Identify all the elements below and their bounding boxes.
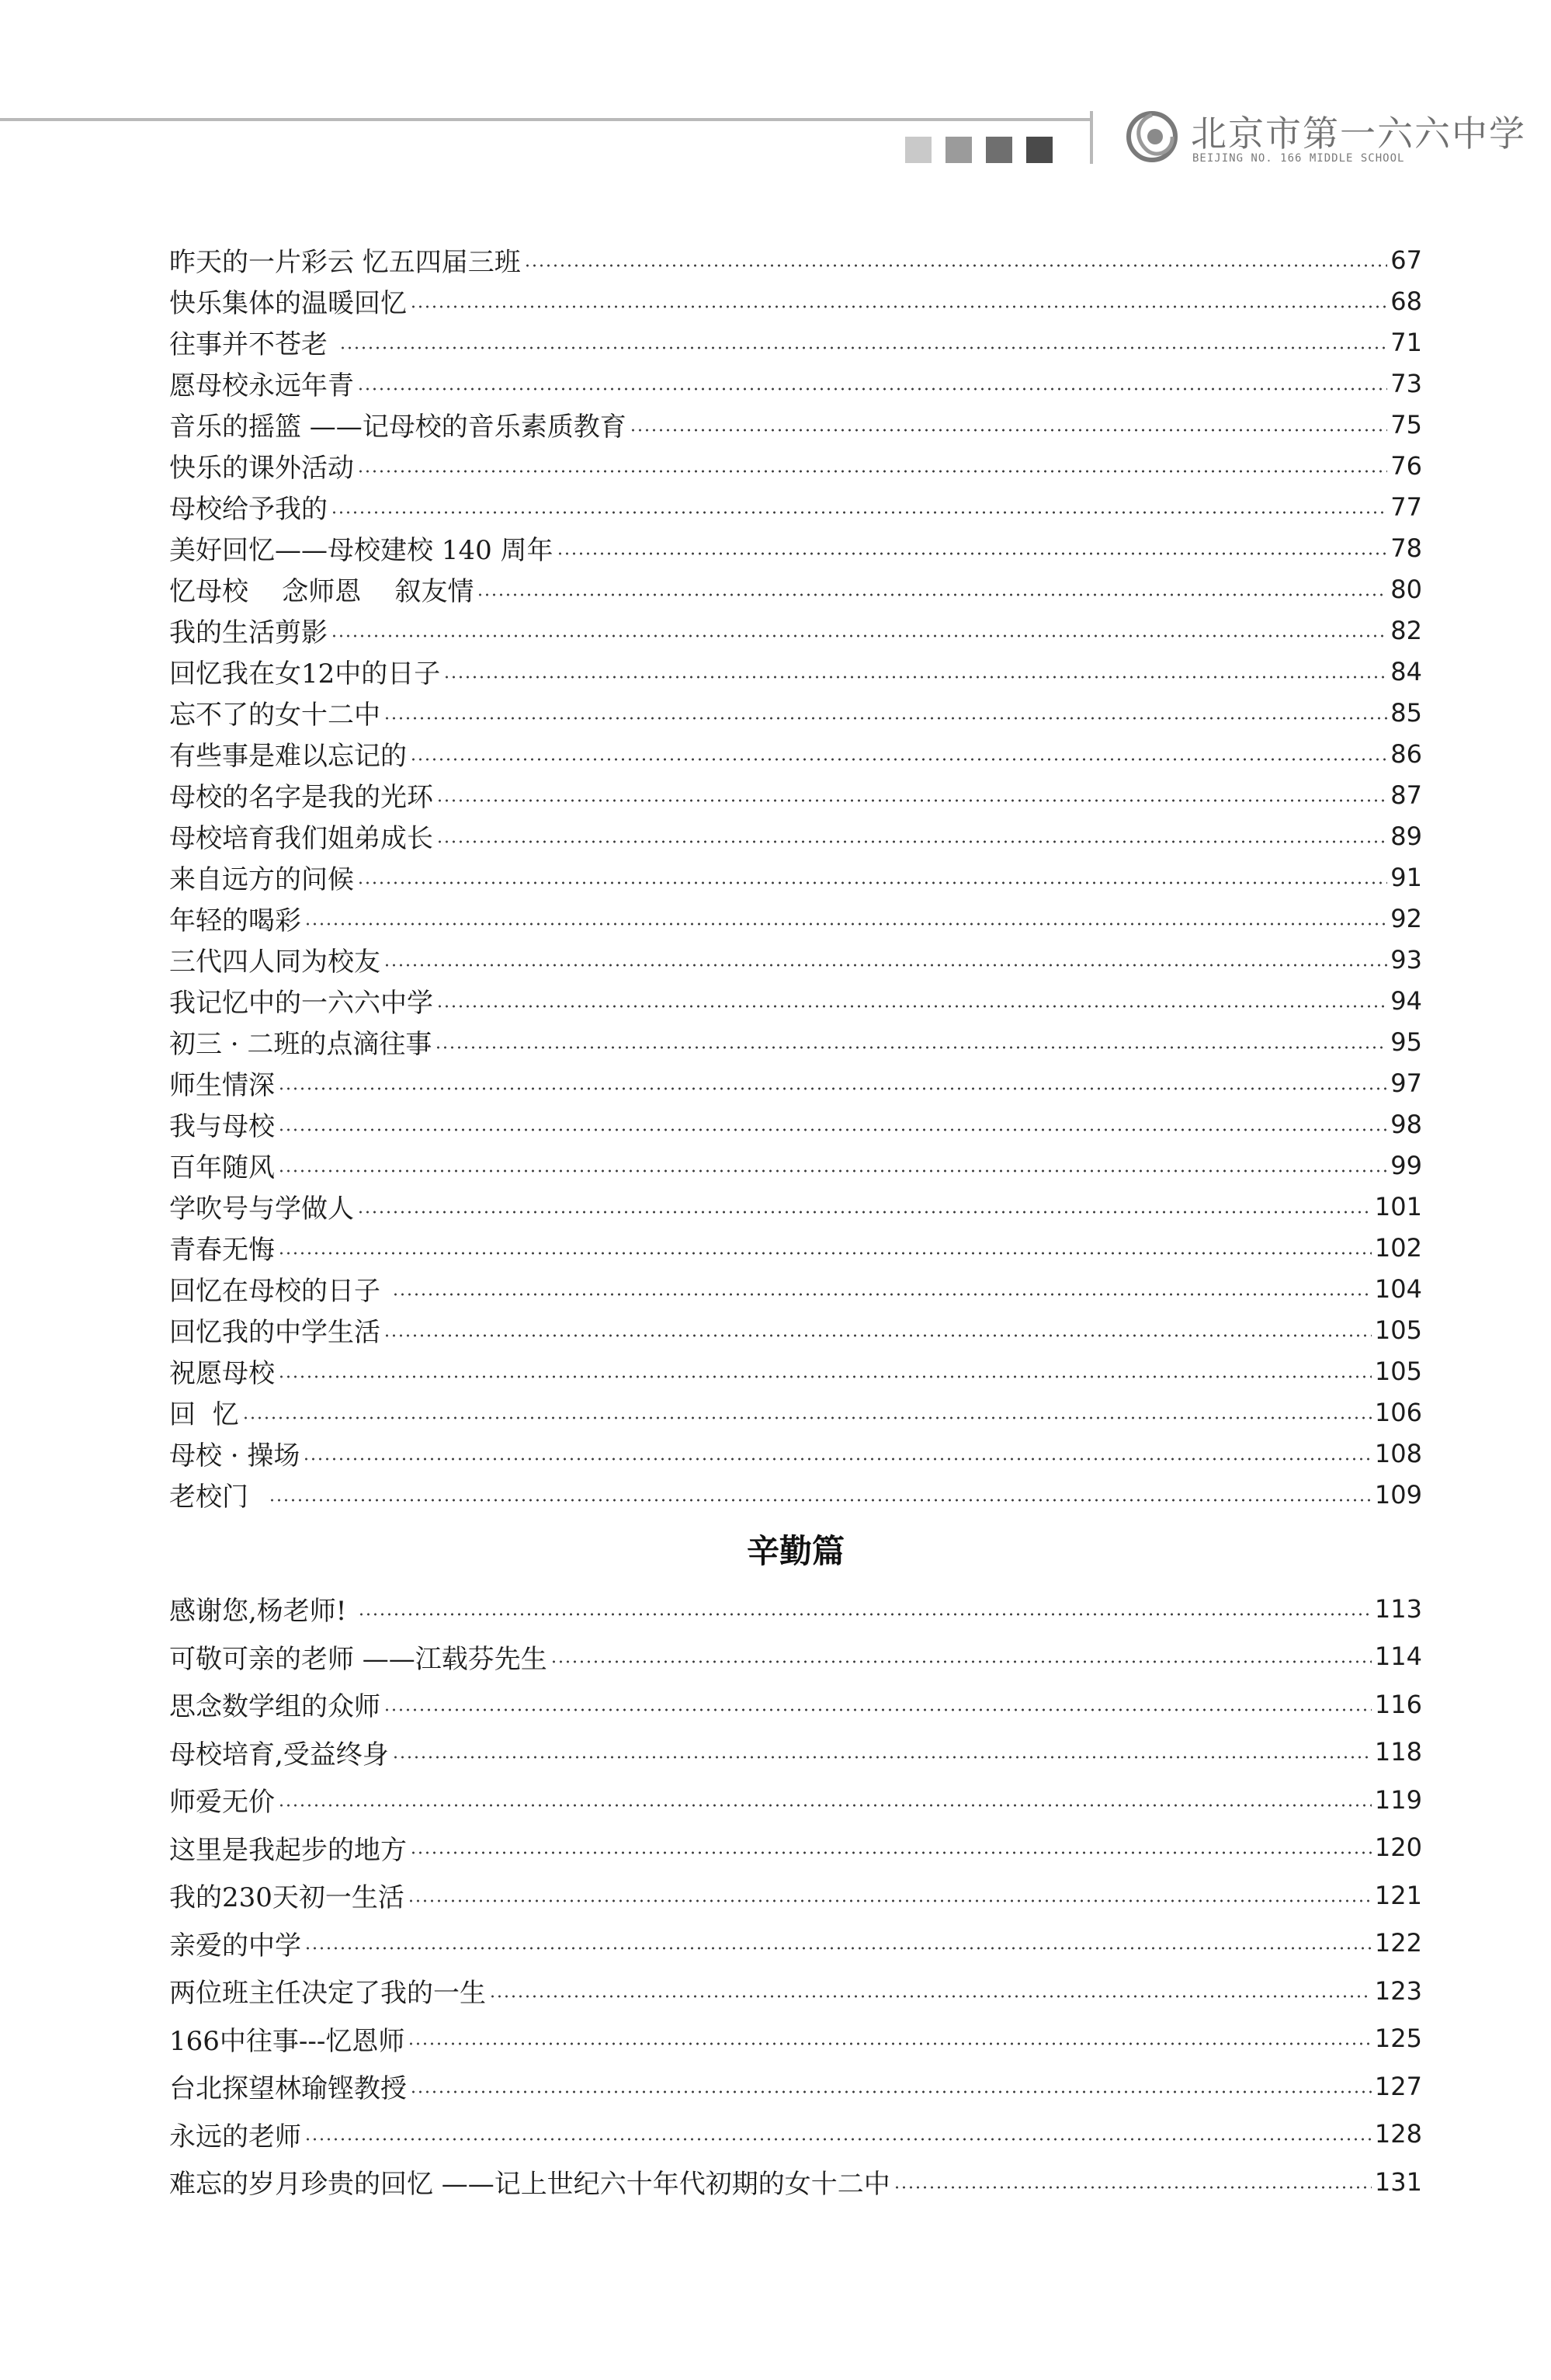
toc-entry-page: 105 [1374,1356,1422,1386]
toc-entry-page: 98 [1390,1109,1422,1139]
toc-entry [169,527,1422,568]
toc-entry [169,1145,1422,1186]
square-mid [946,137,972,163]
toc-entry [169,404,1422,445]
toc-entry-title: 母校培育,受益终身 [169,1739,389,1770]
toc-entry-page: 73 [1390,368,1422,398]
toc-entry-page: 104 [1374,1273,1422,1304]
dot-leader [383,964,1387,967]
toc-entry-page: 109 [1374,1479,1422,1510]
school-name: 北京市第一六六中学 [1191,113,1526,155]
square-dark [986,137,1012,163]
toc-entry [169,239,1422,280]
toc-entry [169,1062,1422,1103]
dot-leader [410,2090,1372,2093]
toc-entry-title: 昨天的一片彩云 忆五四届三班 [169,247,521,278]
dot-leader [242,1416,1372,1419]
toc-entry-title: 愿母校永远年青 [169,370,354,401]
dot-leader [304,2138,1372,2141]
dot-leader [278,1087,1387,1090]
toc-entry-page: 106 [1374,1397,1422,1427]
dot-leader [489,1995,1372,1998]
header-squares [905,137,1053,163]
toc-entry-title: 美好回忆——母校建校 140 周年 [169,535,553,566]
toc-entry-title: 回忆我的中学生活 [169,1317,380,1348]
dot-leader [357,1211,1372,1214]
dot-leader [331,511,1387,514]
toc-entry [169,1824,1422,1872]
dot-leader [383,1708,1372,1711]
toc-entry [169,363,1422,404]
dot-leader [630,429,1387,432]
toc-entry-title: 年轻的喝彩 [169,905,301,936]
toc-entry-page: 80 [1390,574,1422,604]
toc-entry-title: 两位班主任决定了我的一生 [169,1978,486,2010]
toc-entry [169,610,1422,651]
toc-entry [169,445,1422,486]
dot-leader [383,1334,1372,1337]
dot-leader [357,470,1387,473]
toc-entry [169,280,1422,321]
toc-entry-page: 108 [1374,1438,1422,1468]
toc-entry-title: 学吹号与学做人 [169,1193,354,1225]
toc-entry [169,651,1422,692]
toc-entry-page: 84 [1390,656,1422,686]
dot-leader [408,1899,1372,1902]
toc-entry-title: 我的生活剪影 [169,617,328,648]
school-name-en: BEIJING NO. 166 MIDDLE SCHOOL [1192,152,1405,165]
toc-entry [169,2111,1422,2159]
toc-entry-title: 回忆我在女12中的日子 [169,658,441,690]
dot-leader [410,1851,1372,1854]
dot-leader [436,799,1387,802]
dot-leader [278,1804,1372,1807]
toc-entry-page: 85 [1390,697,1422,728]
dot-leader [269,1499,1372,1502]
toc-entry [169,1729,1422,1777]
toc-entry-page: 94 [1390,985,1422,1016]
toc-entry-page: 93 [1390,944,1422,975]
toc-entry-title: 音乐的摇篮 ——记母校的音乐素质教育 [169,412,626,443]
toc-entry-title: 回忆在母校的日子 [169,1276,389,1307]
toc-entry-title: 师生情深 [169,1070,275,1101]
toc-entry-title: 快乐的课外活动 [169,453,354,484]
toc-entry-title: 往事并不苍老 [169,329,336,360]
toc-entry-title: 有些事是难以忘记的 [169,741,407,772]
toc-entry-title: 回 忆 [169,1399,239,1430]
toc-entry-page: 128 [1374,2119,1422,2149]
toc-entry-page: 101 [1374,1191,1422,1221]
toc-entry-title: 祝愿母校 [169,1358,275,1389]
toc-entry [169,1680,1422,1729]
toc-entry [169,1392,1422,1433]
dot-leader [392,1756,1372,1759]
toc-entry [169,856,1422,898]
toc-entry-page: 114 [1374,1642,1422,1672]
toc-entry [169,1585,1422,1633]
toc-entry [169,733,1422,774]
dot-leader [410,305,1387,308]
toc-entry-page: 99 [1390,1150,1422,1180]
toc-entry-title: 老校门 [169,1482,265,1513]
dot-leader [524,264,1387,267]
dot-leader [357,387,1387,391]
toc-entry-page: 116 [1374,1689,1422,1719]
dot-leader [358,1613,1372,1616]
toc-entry-page: 68 [1390,286,1422,316]
dot-leader [477,593,1387,596]
toc-entry-title: 思念数学组的众师 [169,1691,380,1723]
dot-leader [392,1293,1372,1296]
toc-entry-page: 118 [1374,1737,1422,1767]
toc-entry-title: 忘不了的女十二中 [169,700,380,731]
toc-entry-page: 82 [1390,615,1422,645]
toc-entry-page: 76 [1390,450,1422,481]
dot-leader [278,1128,1387,1131]
dot-leader [278,1252,1372,1255]
toc-section-1 [169,239,1422,1515]
section-heading: 辛勤篇 [746,1532,845,1570]
toc-entry-page: 105 [1374,1315,1422,1345]
school-logo [1122,101,1526,179]
toc-entry [169,692,1422,733]
toc-entry-page: 131 [1374,2166,1422,2197]
toc-entry-title: 忆母校 念师恩 叙友情 [169,576,474,607]
toc-entry-title: 难忘的岁月珍贵的回忆 ——记上世纪六十年代初期的女十二中 [169,2169,890,2201]
toc-entry-page: 119 [1374,1784,1422,1815]
dot-leader [557,552,1388,555]
toc-entry [169,1920,1422,1968]
header-rule [0,118,1093,121]
toc-entry [169,1186,1422,1227]
toc-entry-page: 122 [1374,1928,1422,1958]
toc-entry [169,321,1422,363]
dot-leader [357,881,1387,884]
toc-entry [169,1433,1422,1474]
toc-entry-title: 台北探望林瑜铿教授 [169,2073,407,2105]
toc-entry [169,1776,1422,1824]
toc-entry [169,980,1422,1021]
dot-leader [436,840,1387,843]
toc-entry-title: 永远的老师 [169,2121,301,2152]
toc-entry-title: 母校 · 操场 [169,1440,300,1471]
dot-leader [383,717,1387,720]
toc-entry [169,2158,1422,2206]
dot-leader [893,2186,1372,2189]
dot-leader [278,1169,1387,1173]
toc-entry-title: 我与母校 [169,1111,275,1142]
toc-entry [169,1309,1422,1350]
toc-entry-page: 125 [1374,2024,1422,2054]
dot-leader [331,634,1387,638]
dot-leader [410,758,1387,761]
toc-entry-page: 86 [1390,738,1422,769]
toc-entry-title: 青春无悔 [169,1235,275,1266]
dot-leader [435,1046,1387,1049]
toc-entry-page: 78 [1390,533,1422,563]
toc-entry-page: 95 [1390,1027,1422,1057]
dot-leader [550,1660,1372,1663]
dot-leader [339,346,1387,349]
toc-entry [169,568,1422,610]
toc-entry [169,1268,1422,1309]
header-rule-tick [1090,111,1093,164]
table-of-contents [169,239,1422,2206]
toc-entry-title: 166中往事---忆恩师 [169,2025,405,2057]
toc-entry-page: 71 [1390,327,1422,357]
toc-entry-title: 这里是我起步的地方 [169,1834,407,1866]
toc-entry-page: 77 [1390,492,1422,522]
dot-leader [304,1947,1372,1950]
toc-entry-page: 123 [1374,1975,1422,2006]
toc-entry-title: 母校培育我们姐弟成长 [169,823,433,854]
toc-entry [169,815,1422,856]
toc-entry [169,1350,1422,1392]
toc-entry [169,1227,1422,1268]
toc-entry-page: 75 [1390,409,1422,440]
toc-entry [169,1633,1422,1681]
toc-entry-page: 97 [1390,1068,1422,1098]
toc-entry-title: 快乐集体的温暖回忆 [169,288,407,319]
toc-entry-page: 127 [1374,2071,1422,2101]
dot-leader [436,1005,1387,1008]
toc-entry [169,486,1422,527]
toc-entry-title: 初三 · 二班的点滴往事 [169,1029,432,1060]
toc-entry-page: 89 [1390,821,1422,851]
toc-entry [169,774,1422,815]
toc-section-2 [169,1585,1422,2206]
toc-entry-title: 亲爱的中学 [169,1930,301,1961]
toc-entry-page: 113 [1374,1593,1422,1624]
toc-entry [169,2062,1422,2111]
toc-entry-page: 67 [1390,245,1422,275]
dot-leader [278,1375,1372,1378]
toc-entry-page: 91 [1390,862,1422,892]
toc-entry [169,939,1422,980]
toc-entry-page: 121 [1374,1880,1422,1910]
toc-entry-title: 母校给予我的 [169,494,328,525]
toc-entry-title: 可敬可亲的老师 ——江载芬先生 [169,1643,547,1675]
toc-entry-title: 我记忆中的一六六中学 [169,988,433,1019]
square-light [905,137,932,163]
toc-entry-title: 三代四人同为校友 [169,947,380,978]
toc-entry-title: 我的230天初一生活 [169,1882,404,1914]
toc-entry [169,898,1422,939]
dot-leader [408,2042,1372,2045]
dot-leader [443,676,1387,679]
dot-leader [304,922,1387,926]
toc-entry-title: 师爱无价 [169,1787,275,1819]
toc-entry [169,1967,1422,2015]
toc-entry [169,1103,1422,1145]
toc-entry-page: 120 [1374,1833,1422,1863]
dot-leader [303,1458,1371,1461]
toc-entry-page: 87 [1390,780,1422,810]
toc-entry-title: 来自远方的问候 [169,864,354,895]
toc-entry-title: 母校的名字是我的光环 [169,782,433,813]
toc-entry-title: 百年随风 [169,1152,275,1183]
toc-entry [169,1871,1422,1920]
toc-entry-title: 感谢您,杨老师! [169,1596,356,1628]
toc-entry [169,1474,1422,1515]
toc-entry-page: 102 [1374,1232,1422,1263]
toc-entry [169,1021,1422,1062]
square-darkest [1026,137,1053,163]
school-emblem-icon [1122,106,1181,165]
toc-entry [169,2015,1422,2063]
toc-entry-page: 92 [1390,903,1422,933]
